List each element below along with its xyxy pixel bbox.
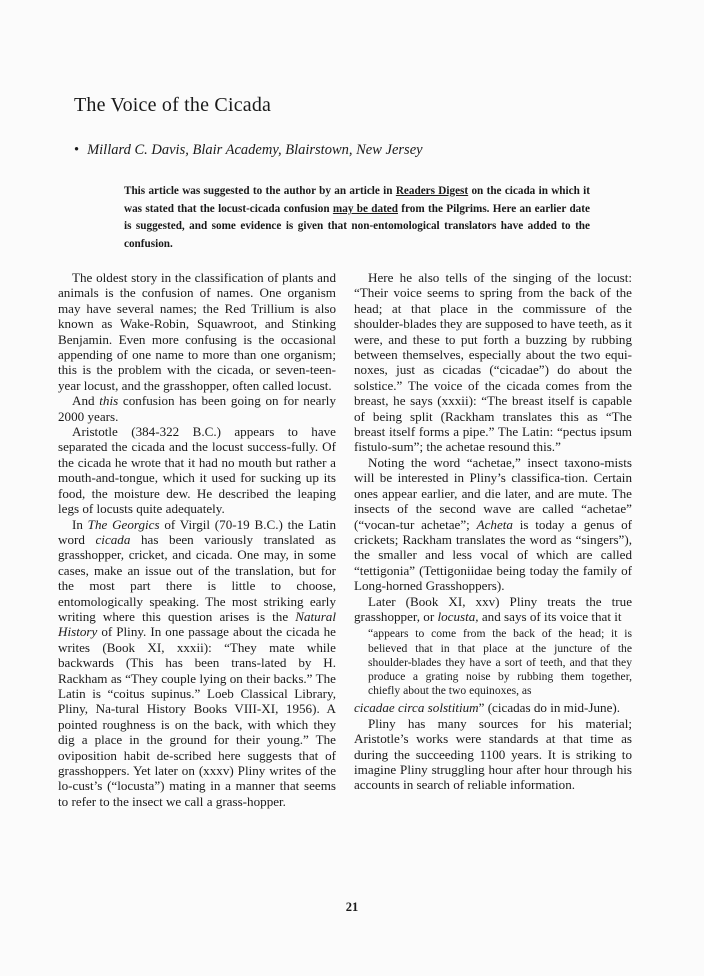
author-byline [74, 142, 423, 159]
abstract [124, 183, 590, 253]
abstract-text-1: This article was suggested to the author by an article in [124, 185, 396, 197]
paragraph: Pliny has many sources for his material; Aristotle’s works were standards at that time as during the succeeding 1100 years. It is striking to imagine Pliny struggling hour after hour through his accounts in search of reliable information. [354, 715, 632, 793]
paragraph: Here he also tells of the singing of the locust: “Their voice seems to spring from the back of the head; at that place in the commissure of the shoulder-blades they are supposed to have teeth, as it were, and these to put forth a buzzing by rubbing between themselves, especially about the two equi-noxes, just as cicadas (“cicadae”) do about the solstice.” The voice of the cicada comes from the breast, he says (xxxii): “The breast itself is capable of being split (Rackham translates this as “The breast itself forms a pipe.” The Latin: “pectus ipsum fistulo-sum”; the achetae resound this.” [354, 270, 632, 455]
right-column [354, 270, 632, 793]
emphasis: cicadae circa solstitium [354, 700, 479, 716]
abstract-phrase: may be dated [332, 202, 398, 215]
left-column [58, 270, 336, 809]
abstract-source: Readers Digest [395, 185, 469, 197]
text-run: and says of its voice that it [478, 608, 622, 624]
text-run: In [72, 516, 88, 532]
block-quote: “appears to come from the back of the head; it is believed that in that place at the juncture of the shoulder-blades they have a sort of teeth, and that they produce a grating noise by rubbing them together, chiefly about the two equinoxes, as [368, 627, 632, 698]
text-run: confusion has been going on for nearly 2000 years. [58, 393, 336, 424]
bullet-icon: • [74, 142, 80, 158]
abstract-text-2: on the cicada in which it was stated that the locust-cicada confusion [124, 185, 590, 215]
paragraph: Aristotle (384-322 B.C.) appears to have separated the cicada and the locust success-fully. Of the cicada he wrote that it had no mouth but rather a mouth-and-tongue, which it used for sucking up its food, the moisture dew. He described the leaping legs of locusts quite adequately. [58, 424, 336, 517]
text-run: of Pliny. In one passage about the cicada he writes (Book XI, xxxii): “They mate while backwards (This has been trans-lated by H. Rackham as “They couple lying on their backs.” The Latin is “coitus supinus.” Loeb Classical Library, Pliny, Na-tural History Books VIII-XI, 1956). A pointed roughness is on the back, with which they dig a place in the ground for their young.” The oviposition habit de-scribed here suggests that of grasshoppers. Yet later on (xxxv) Pliny writes of the lo-cust’s (“locusta”) mating in a manner that seems to refer to the insect we call a grass-hopper. [58, 624, 336, 809]
emphasis: locusta, [437, 608, 479, 624]
article-title: The Voice of the Cicada [74, 94, 272, 116]
page-number: 21 [345, 900, 359, 914]
emphasis: Natural History [58, 608, 336, 640]
abstract-text-3: from the Pilgrims. Here an earlier date is suggested, and some evidence is given that non-entomological translators have added to the confusion. [124, 202, 590, 250]
text-run: Later (Book XI, xxv) Pliny treats the true grasshopper, or [354, 593, 632, 624]
text-run: Noting the word “achetae,” insect taxono-mists will be interested in Pliny’s classifica-tion. Certain ones appear earlier, and die later, and are mute. The insects of the second wave are called “achetae” (“vocan-tur achetae”; [354, 454, 632, 532]
text-run: of Virgil (70-19 B.C.) the Latin word [58, 516, 336, 547]
text-run: has been variously translated as grasshopper, cricket, and cicada. One may, in some cases, make an issue out of the translation, but for the most part there is little to choose, entomologically speaking. The most striking early writing where this question arises is the [58, 531, 337, 624]
emphasis: cicada [95, 531, 131, 547]
paragraph [58, 517, 336, 810]
emphasis: Acheta [476, 516, 513, 532]
text-run: ” (cicadas do in mid-June). [478, 700, 621, 716]
paragraph [58, 393, 336, 424]
paragraph [354, 700, 632, 715]
paragraph [354, 594, 632, 625]
paragraph: The oldest story in the classification of plants and animals is the confusion of names. One organism may have several names; the Red Trillium is also known as Wake-Robin, Squawroot, and Stinking Benjamin. Even more confusing is the occasional appending of one name to more than one organism; this is the problem with the cicada, or seven-teen-year locust, and the grasshopper, often called locust. [58, 270, 336, 393]
emphasis: this [99, 393, 119, 409]
byline-text: Millard C. Davis, Blair Academy, Blairstown, New Jersey [87, 142, 423, 158]
text-run: And [72, 393, 100, 409]
emphasis: The Georgics [87, 516, 160, 532]
paragraph [354, 455, 632, 594]
text-run: is today a genus of crickets; Rackham translates the word as “singers”), the smaller and less vocal of which are called “tettigonia” (Tettigoniidae being today the family of Long-horned Grasshoppers). [354, 516, 632, 594]
